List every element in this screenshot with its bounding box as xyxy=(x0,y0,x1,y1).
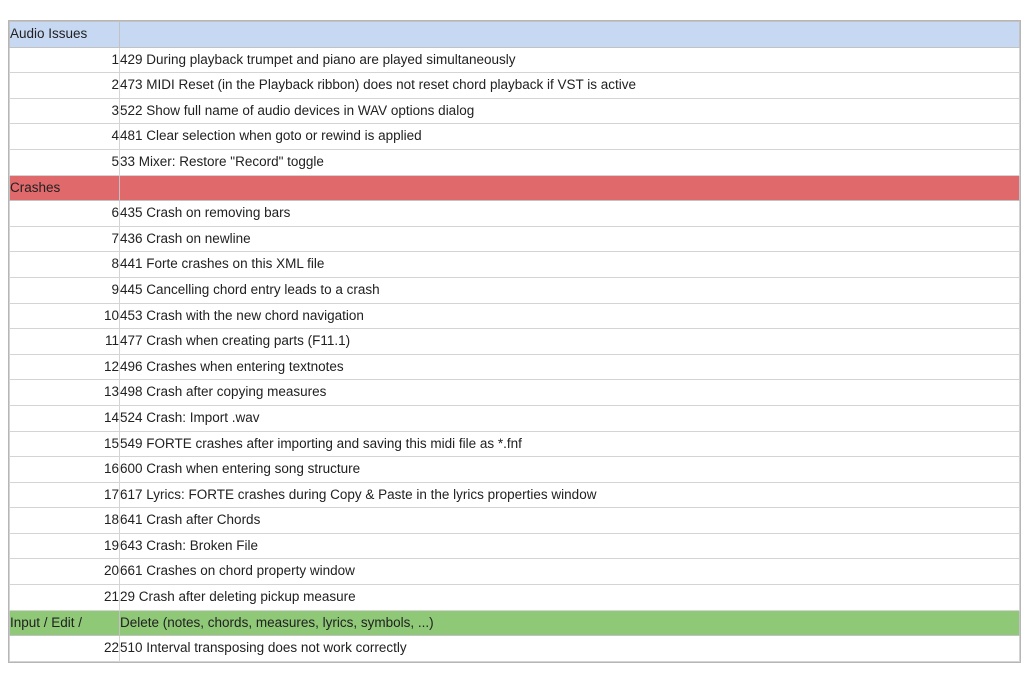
issue-text-cell[interactable]: 496 Crashes when entering textnotes xyxy=(120,354,1020,380)
row-index-cell[interactable]: 16 xyxy=(10,457,120,483)
row-index-cell[interactable]: 9 xyxy=(10,277,120,303)
issue-row xyxy=(10,636,1020,662)
section-label-extra-cell[interactable] xyxy=(120,22,1020,48)
section-header-row xyxy=(10,22,1020,48)
issue-text-cell[interactable]: 498 Crash after copying measures xyxy=(120,380,1020,406)
issue-row xyxy=(10,585,1020,611)
issue-text-cell[interactable]: 473 MIDI Reset (in the Playback ribbon) does not reset chord playback if VST is active xyxy=(120,73,1020,99)
issue-row xyxy=(10,508,1020,534)
issue-row xyxy=(10,533,1020,559)
issue-row xyxy=(10,47,1020,73)
row-index-cell[interactable]: 7 xyxy=(10,226,120,252)
row-index-cell[interactable]: 12 xyxy=(10,354,120,380)
issue-row xyxy=(10,354,1020,380)
row-index-cell[interactable]: 5 xyxy=(10,149,120,175)
row-index-cell[interactable]: 4 xyxy=(10,124,120,150)
issue-text-cell[interactable]: 510 Interval transposing does not work correctly xyxy=(120,636,1020,662)
issue-row xyxy=(10,124,1020,150)
issue-text-cell[interactable]: 641 Crash after Chords xyxy=(120,508,1020,534)
section-header-row xyxy=(10,175,1020,201)
issue-text-cell[interactable]: 436 Crash on newline xyxy=(120,226,1020,252)
row-index-cell[interactable]: 11 xyxy=(10,329,120,355)
issue-row xyxy=(10,329,1020,355)
section-label-extra-cell[interactable] xyxy=(120,175,1020,201)
row-index-cell[interactable]: 20 xyxy=(10,559,120,585)
row-index-cell[interactable]: 2 xyxy=(10,73,120,99)
issue-text-cell[interactable]: 522 Show full name of audio devices in WAV options dialog xyxy=(120,98,1020,124)
row-index-cell[interactable]: 13 xyxy=(10,380,120,406)
issue-row xyxy=(10,98,1020,124)
issue-text-cell[interactable]: 441 Forte crashes on this XML file xyxy=(120,252,1020,278)
row-index-cell[interactable]: 8 xyxy=(10,252,120,278)
issue-text-cell[interactable]: 477 Crash when creating parts (F11.1) xyxy=(120,329,1020,355)
issue-row xyxy=(10,431,1020,457)
issue-row xyxy=(10,380,1020,406)
issue-text-cell[interactable]: 429 During playback trumpet and piano are played simultaneously xyxy=(120,47,1020,73)
issue-text-cell[interactable]: 643 Crash: Broken File xyxy=(120,533,1020,559)
issue-row xyxy=(10,303,1020,329)
issue-row xyxy=(10,149,1020,175)
section-header-row xyxy=(10,610,1020,636)
row-index-cell[interactable]: 18 xyxy=(10,508,120,534)
issue-text-cell[interactable]: 445 Cancelling chord entry leads to a crash xyxy=(120,277,1020,303)
issue-text-cell[interactable]: 33 Mixer: Restore "Record" toggle xyxy=(120,149,1020,175)
issue-text-cell[interactable]: 29 Crash after deleting pickup measure xyxy=(120,585,1020,611)
row-index-cell[interactable]: 15 xyxy=(10,431,120,457)
issues-spreadsheet xyxy=(8,20,1021,663)
issue-text-cell[interactable]: 617 Lyrics: FORTE crashes during Copy & Paste in the lyrics properties window xyxy=(120,482,1020,508)
issue-row xyxy=(10,559,1020,585)
issue-row xyxy=(10,482,1020,508)
issue-text-cell[interactable]: 549 FORTE crashes after importing and saving this midi file as *.fnf xyxy=(120,431,1020,457)
section-label-cell[interactable]: Audio Issues xyxy=(10,22,120,48)
issue-text-cell[interactable]: 661 Crashes on chord property window xyxy=(120,559,1020,585)
section-label-extra-cell[interactable]: Delete (notes, chords, measures, lyrics, symbols, ...) xyxy=(120,610,1020,636)
row-index-cell[interactable]: 10 xyxy=(10,303,120,329)
issue-row xyxy=(10,201,1020,227)
issue-row xyxy=(10,277,1020,303)
issue-text-cell[interactable]: 524 Crash: Import .wav xyxy=(120,405,1020,431)
issue-text-cell[interactable]: 600 Crash when entering song structure xyxy=(120,457,1020,483)
row-index-cell[interactable]: 19 xyxy=(10,533,120,559)
issue-text-cell[interactable]: 435 Crash on removing bars xyxy=(120,201,1020,227)
section-label-cell[interactable]: Crashes xyxy=(10,175,120,201)
issue-row xyxy=(10,405,1020,431)
row-index-cell[interactable]: 14 xyxy=(10,405,120,431)
row-index-cell[interactable]: 17 xyxy=(10,482,120,508)
issue-text-cell[interactable]: 453 Crash with the new chord navigation xyxy=(120,303,1020,329)
section-label-cell[interactable]: Input / Edit / xyxy=(10,610,120,636)
row-index-cell[interactable]: 3 xyxy=(10,98,120,124)
issue-row xyxy=(10,73,1020,99)
row-index-cell[interactable]: 1 xyxy=(10,47,120,73)
row-index-cell[interactable]: 6 xyxy=(10,201,120,227)
row-index-cell[interactable]: 22 xyxy=(10,636,120,662)
issue-row xyxy=(10,252,1020,278)
issue-row xyxy=(10,226,1020,252)
issues-table xyxy=(9,21,1020,662)
issue-row xyxy=(10,457,1020,483)
row-index-cell[interactable]: 21 xyxy=(10,585,120,611)
issue-text-cell[interactable]: 481 Clear selection when goto or rewind is applied xyxy=(120,124,1020,150)
